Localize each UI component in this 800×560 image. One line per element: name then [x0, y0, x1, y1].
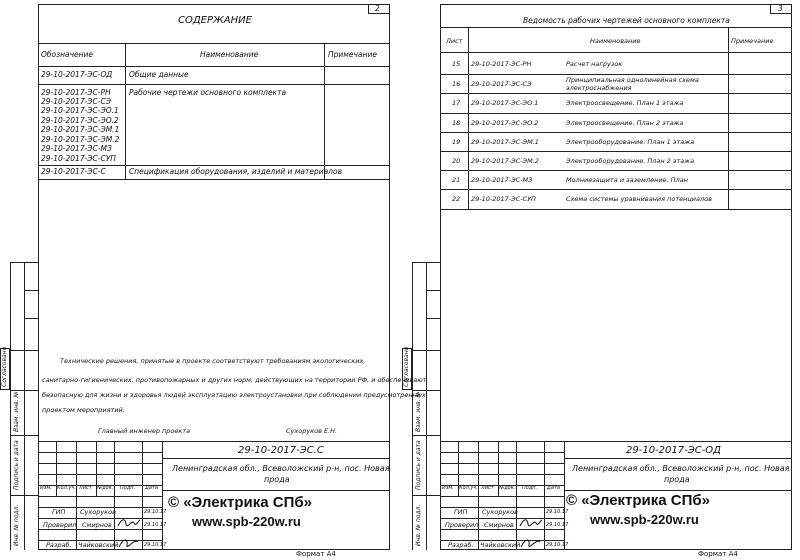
table-row: 29-10-2017-ЭС-СЭ — [41, 97, 111, 106]
left-header-note: Примечание — [328, 50, 377, 59]
right-stamp-address-2: прода — [664, 475, 690, 484]
list-item: Электрооборудование. План 1 этажа — [566, 138, 695, 146]
left-title: СОДЕРЖАНИЕ — [178, 15, 252, 26]
right-header-sheet: Лист — [446, 37, 463, 45]
stamp-person: Сухоруков — [80, 508, 116, 516]
list-item: Электроосвещение. План 1 этажа — [566, 99, 684, 107]
list-item: 29-10-2017-ЭС-ЭМ.1 — [471, 138, 539, 146]
right-stamp-address-1: Ленинградская обл., Всеволожский р-н, пос. Новая — [572, 464, 790, 473]
stamp-date: 29.10.17 — [546, 542, 569, 548]
watermark-title: © «Электрика СПб» — [168, 494, 313, 511]
stamp-person: Смирнов — [82, 521, 112, 529]
tech-note-line: безопасную для жизни и здоровья людей эксплуатацию электроустановки при соблюдении предусмотренных — [42, 391, 426, 399]
list-item: 17 — [452, 99, 461, 107]
table-row: Общие данные — [129, 70, 189, 79]
list-item: Схема системы уравнивания потенциалов — [566, 195, 712, 203]
list-item: Принципиальная однолинейная схема — [566, 76, 699, 84]
table-row: 29-10-2017-ЭС-ЭО.1 — [41, 106, 119, 115]
list-item: Электроосвещение. План 2 этажа — [566, 119, 684, 127]
stamp-role: Разраб. — [448, 541, 474, 549]
stamp-role: ГИП — [454, 508, 468, 516]
list-item: 19 — [452, 138, 461, 146]
stamp-col: Изм. — [40, 485, 52, 491]
list-item: электроснабжения — [566, 84, 632, 92]
table-row: 29-10-2017-ЭС-С — [41, 167, 106, 176]
left-table-header-bottom — [38, 66, 390, 67]
stamp-person: Чайковский — [78, 541, 119, 549]
stamp-col: Дата — [547, 485, 560, 491]
stamp-role: ГИП — [52, 508, 66, 516]
list-item: 18 — [452, 119, 461, 127]
list-item: 29-10-2017-ЭС-СЭ — [471, 80, 532, 88]
stamp-col: Подп. — [120, 485, 136, 491]
right-header-note: Примечание — [731, 37, 774, 45]
stamp-col: №док. — [97, 485, 114, 491]
list-item: 29-10-2017-ЭС-МЗ — [471, 176, 533, 184]
list-item: 16 — [452, 80, 461, 88]
right-stamp-code: 29-10-2017-ЭС-ОД — [626, 445, 721, 456]
right-title: Ведомость рабочих чертежей основного комплекта — [523, 16, 730, 25]
signature-icon — [116, 535, 142, 549]
list-item: 29-10-2017-ЭС-ЭМ.2 — [471, 157, 539, 165]
table-row: Рабочие чертежи основного комплекта — [129, 88, 287, 97]
right-side-label: Подпись и дата — [415, 440, 422, 490]
right-side-label: Инв. № подл. — [415, 504, 422, 546]
stamp-date: 29.10.17 — [144, 542, 167, 548]
list-item: Расчет нагрузок — [566, 60, 623, 68]
left-stamp-address-2: прода — [264, 475, 290, 484]
watermark-url: www.spb-220w.ru — [590, 512, 699, 527]
left-header-code: Обозначение — [41, 50, 94, 59]
signature-icon — [518, 535, 544, 549]
left-format: Формат А4 — [296, 550, 336, 558]
left-page-num: 2 — [375, 4, 380, 13]
stamp-col: Кол.уч. — [459, 485, 478, 491]
left-header-name: Наименование — [200, 50, 259, 59]
left-side-label: Взам. инв. № — [13, 391, 20, 432]
stamp-role: Разраб. — [46, 541, 72, 549]
stamp-col: Дата — [145, 485, 158, 491]
left-side-label: Инв. № подл. — [13, 504, 20, 546]
list-item: 20 — [452, 157, 461, 165]
right-side-label: Согласовано — [403, 346, 410, 387]
stamp-role: Проверил — [445, 521, 479, 529]
stamp-date: 29.10.17 — [546, 509, 569, 515]
right-side-label: Взам. инв. № — [415, 391, 422, 432]
stamp-person: Сухоруков — [482, 508, 518, 516]
watermark-url: www.spb-220w.ru — [192, 514, 301, 529]
list-item: Электрооборудование. План 2 этажа — [566, 157, 695, 165]
watermark-title: © «Электрика СПб» — [566, 492, 711, 509]
stamp-role: Проверил — [43, 521, 77, 529]
list-item: 29-10-2017-ЭС-ЭО.2 — [471, 119, 539, 127]
stamp-date: 29.10.17 — [144, 509, 167, 515]
stamp-col: Лист — [79, 485, 92, 491]
chief-engineer-name: Сухоруков Е.Н. — [286, 427, 338, 435]
stamp-col: Подп. — [522, 485, 538, 491]
left-side-label: Подпись и дата — [13, 440, 20, 490]
left-stamp-address-1: Ленинградская обл., Всеволожский р-н, пос. Новая — [172, 464, 390, 473]
list-item: 29-10-2017-ЭС-РН — [471, 60, 532, 68]
signature-icon — [518, 515, 544, 529]
right-page-num: 3 — [778, 4, 783, 13]
stamp-date: 29.10.17 — [546, 522, 569, 528]
stamp-col: Изм. — [442, 485, 454, 491]
table-row: 29-10-2017-ЭС-ОД — [41, 70, 113, 79]
stamp-col: Лист — [481, 485, 494, 491]
stamp-date: 29.10.17 — [144, 522, 167, 528]
table-row: 29-10-2017-ЭС-МЗ — [41, 144, 112, 153]
list-item: 15 — [452, 60, 461, 68]
signature-icon — [116, 515, 142, 529]
list-item: 29-10-2017-ЭС-СУП — [471, 195, 536, 203]
left-side-label: Согласовано — [1, 346, 8, 387]
stamp-person: Смирнов — [484, 521, 514, 529]
right-sheet — [400, 0, 800, 560]
list-item: Молниезащита и заземление. План — [566, 176, 688, 184]
tech-note-line: Технические решения, принятые в проекте соответствуют требованиям экологических, — [60, 357, 366, 365]
list-item: 22 — [452, 195, 461, 203]
right-header-name: Наименование — [590, 37, 641, 45]
tech-note-line: проектом мероприятий. — [42, 406, 125, 414]
tech-note-line: санитарно-гигиенических, противопожарных и других норм, действующих на территории РФ, и обеспечивают — [42, 376, 427, 384]
table-row: 29-10-2017-ЭС-ЭО.2 — [41, 116, 119, 125]
right-format: Формат А4 — [698, 550, 738, 558]
left-table-top — [38, 43, 390, 44]
table-row: 29-10-2017-ЭС-СУП — [41, 154, 116, 163]
table-row: 29-10-2017-ЭС-ЭМ.2 — [41, 135, 120, 144]
stamp-col: №док. — [499, 485, 516, 491]
left-stamp-code: 29-10-2017-ЭС.С — [238, 445, 324, 456]
table-row: 29-10-2017-ЭС-ЭМ.1 — [41, 125, 120, 134]
list-item: 29-10-2017-ЭС-ЭО.1 — [471, 99, 539, 107]
chief-engineer-label: Главный инженер проекта — [98, 427, 191, 435]
table-row: 29-10-2017-ЭС-РН — [41, 88, 111, 97]
table-row: Спецификация оборудования, изделий и материалов — [129, 167, 342, 176]
stamp-person: Чайковский — [480, 541, 521, 549]
list-item: 21 — [452, 176, 461, 184]
stamp-col: Кол.уч. — [57, 485, 76, 491]
